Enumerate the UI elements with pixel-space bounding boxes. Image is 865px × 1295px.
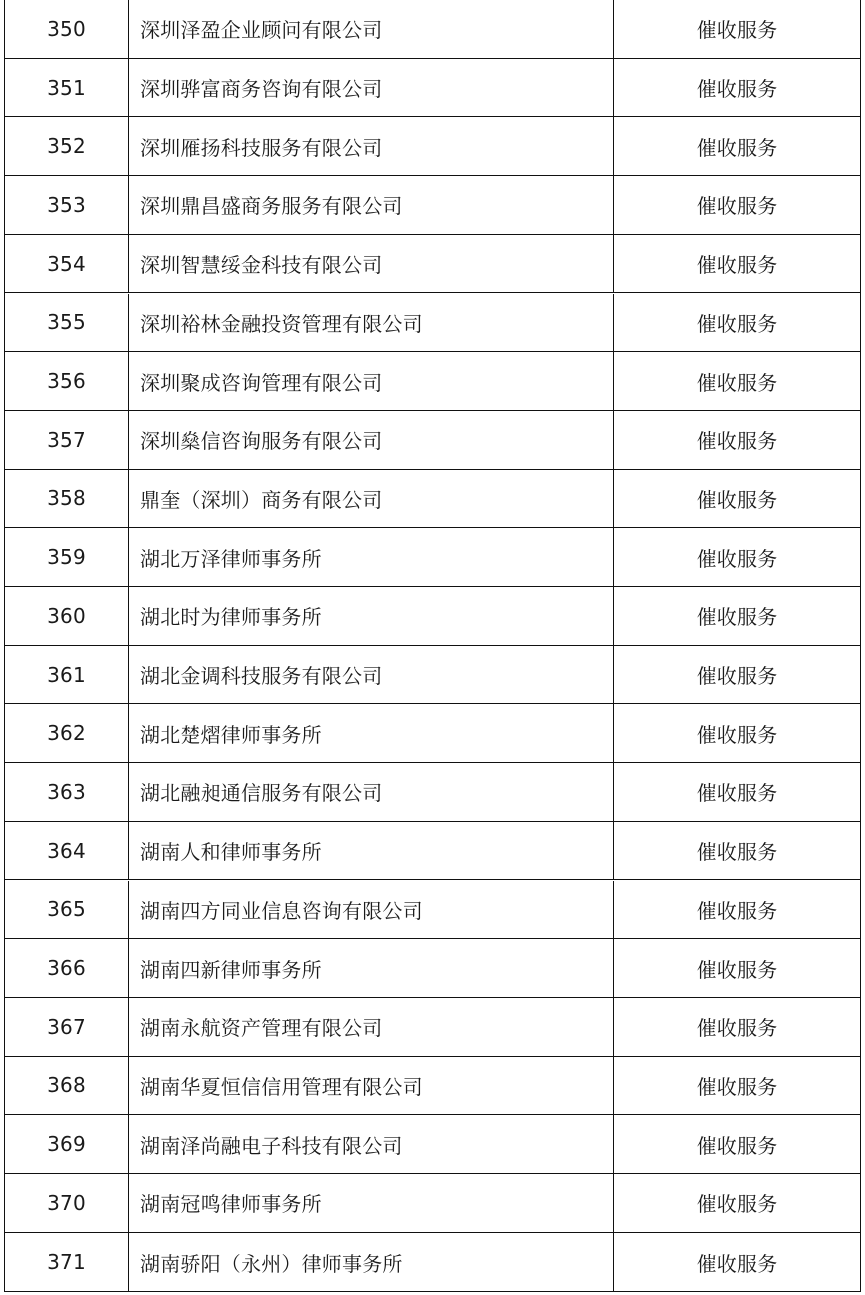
company-name: 湖北万泽律师事务所 [129,528,614,586]
row-number: 369 [5,1115,129,1173]
table-row [5,294,860,353]
table-row [5,352,860,411]
company-name: 湖南华夏恒信信用管理有限公司 [129,1057,614,1115]
row-number: 357 [5,411,129,469]
row-number: 353 [5,176,129,234]
company-name: 湖南泽尚融电子科技有限公司 [129,1115,614,1173]
table-row [5,822,860,881]
service-type: 催收服务 [696,664,778,689]
company-name: 深圳骅富商务咨询有限公司 [129,59,614,117]
service-type: 催收服务 [696,898,778,923]
service-type: 催收服务 [696,1133,778,1158]
table-row [5,1174,860,1233]
table-row [5,411,860,470]
service-type: 催收服务 [696,135,778,160]
row-number: 370 [5,1174,129,1232]
row-number: 355 [5,294,129,352]
service-type: 催收服务 [696,77,778,102]
table-row [5,470,860,529]
table-row [5,235,860,294]
company-name: 深圳智慧绥金科技有限公司 [129,235,614,293]
row-number: 360 [5,587,129,645]
row-number: 351 [5,59,129,117]
service-type: 催收服务 [696,1074,778,1099]
table-row [5,1233,860,1292]
row-number: 371 [5,1233,129,1292]
service-type: 催收服务 [696,194,778,219]
company-name: 湖南永航资产管理有限公司 [129,998,614,1056]
row-number: 368 [5,1057,129,1115]
row-number: 363 [5,763,129,821]
row-number: 350 [5,0,129,58]
table-row [5,646,860,705]
company-name: 深圳鼎昌盛商务服务有限公司 [129,176,614,234]
table-row [5,939,860,998]
company-name: 湖南人和律师事务所 [129,822,614,880]
service-type: 催收服务 [696,370,778,395]
company-name: 深圳裕林金融投资管理有限公司 [129,294,614,352]
table-row [5,587,860,646]
company-name: 湖北融昶通信服务有限公司 [129,763,614,821]
row-number: 358 [5,470,129,528]
service-type: 催收服务 [696,1192,778,1217]
table-row [5,117,860,176]
row-number: 361 [5,646,129,704]
row-number: 366 [5,939,129,997]
service-type: 催收服务 [696,311,778,336]
row-number: 354 [5,235,129,293]
table-row [5,59,860,118]
table-row [5,528,860,587]
company-name: 鼎奎（深圳）商务有限公司 [129,470,614,528]
table-row [5,704,860,763]
service-type: 催收服务 [696,605,778,630]
service-type: 催收服务 [696,253,778,278]
table-row [5,0,860,59]
table-row [5,176,860,235]
service-type: 催收服务 [696,546,778,571]
service-type: 催收服务 [696,18,778,43]
table-row [5,881,860,940]
service-type: 催收服务 [696,722,778,747]
company-name: 湖北时为律师事务所 [129,587,614,645]
company-name: 湖南骄阳（永州）律师事务所 [129,1233,614,1292]
company-name: 深圳聚成咨询管理有限公司 [129,352,614,410]
company-name: 深圳燊信咨询服务有限公司 [129,411,614,469]
service-type: 催收服务 [696,1251,778,1276]
row-number: 365 [5,881,129,939]
service-type: 催收服务 [696,487,778,512]
company-name: 湖南四新律师事务所 [129,939,614,997]
company-name: 深圳泽盈企业顾问有限公司 [129,0,614,58]
company-name: 湖南冠鸣律师事务所 [129,1174,614,1232]
row-number: 352 [5,117,129,175]
service-type: 催收服务 [696,840,778,865]
service-type: 催收服务 [696,957,778,982]
row-number: 364 [5,822,129,880]
table-row [5,763,860,822]
service-type: 催收服务 [696,781,778,806]
company-table [4,0,861,1292]
row-number: 362 [5,704,129,762]
service-type: 催收服务 [696,429,778,454]
company-name: 湖南四方同业信息咨询有限公司 [129,881,614,939]
row-number: 359 [5,528,129,586]
row-number: 367 [5,998,129,1056]
company-name: 深圳雁扬科技服务有限公司 [129,117,614,175]
table-row [5,1057,860,1116]
service-type: 催收服务 [696,1016,778,1041]
table-row [5,998,860,1057]
table-row [5,1115,860,1174]
row-number: 356 [5,352,129,410]
company-name: 湖北楚熠律师事务所 [129,704,614,762]
company-name: 湖北金调科技服务有限公司 [129,646,614,704]
